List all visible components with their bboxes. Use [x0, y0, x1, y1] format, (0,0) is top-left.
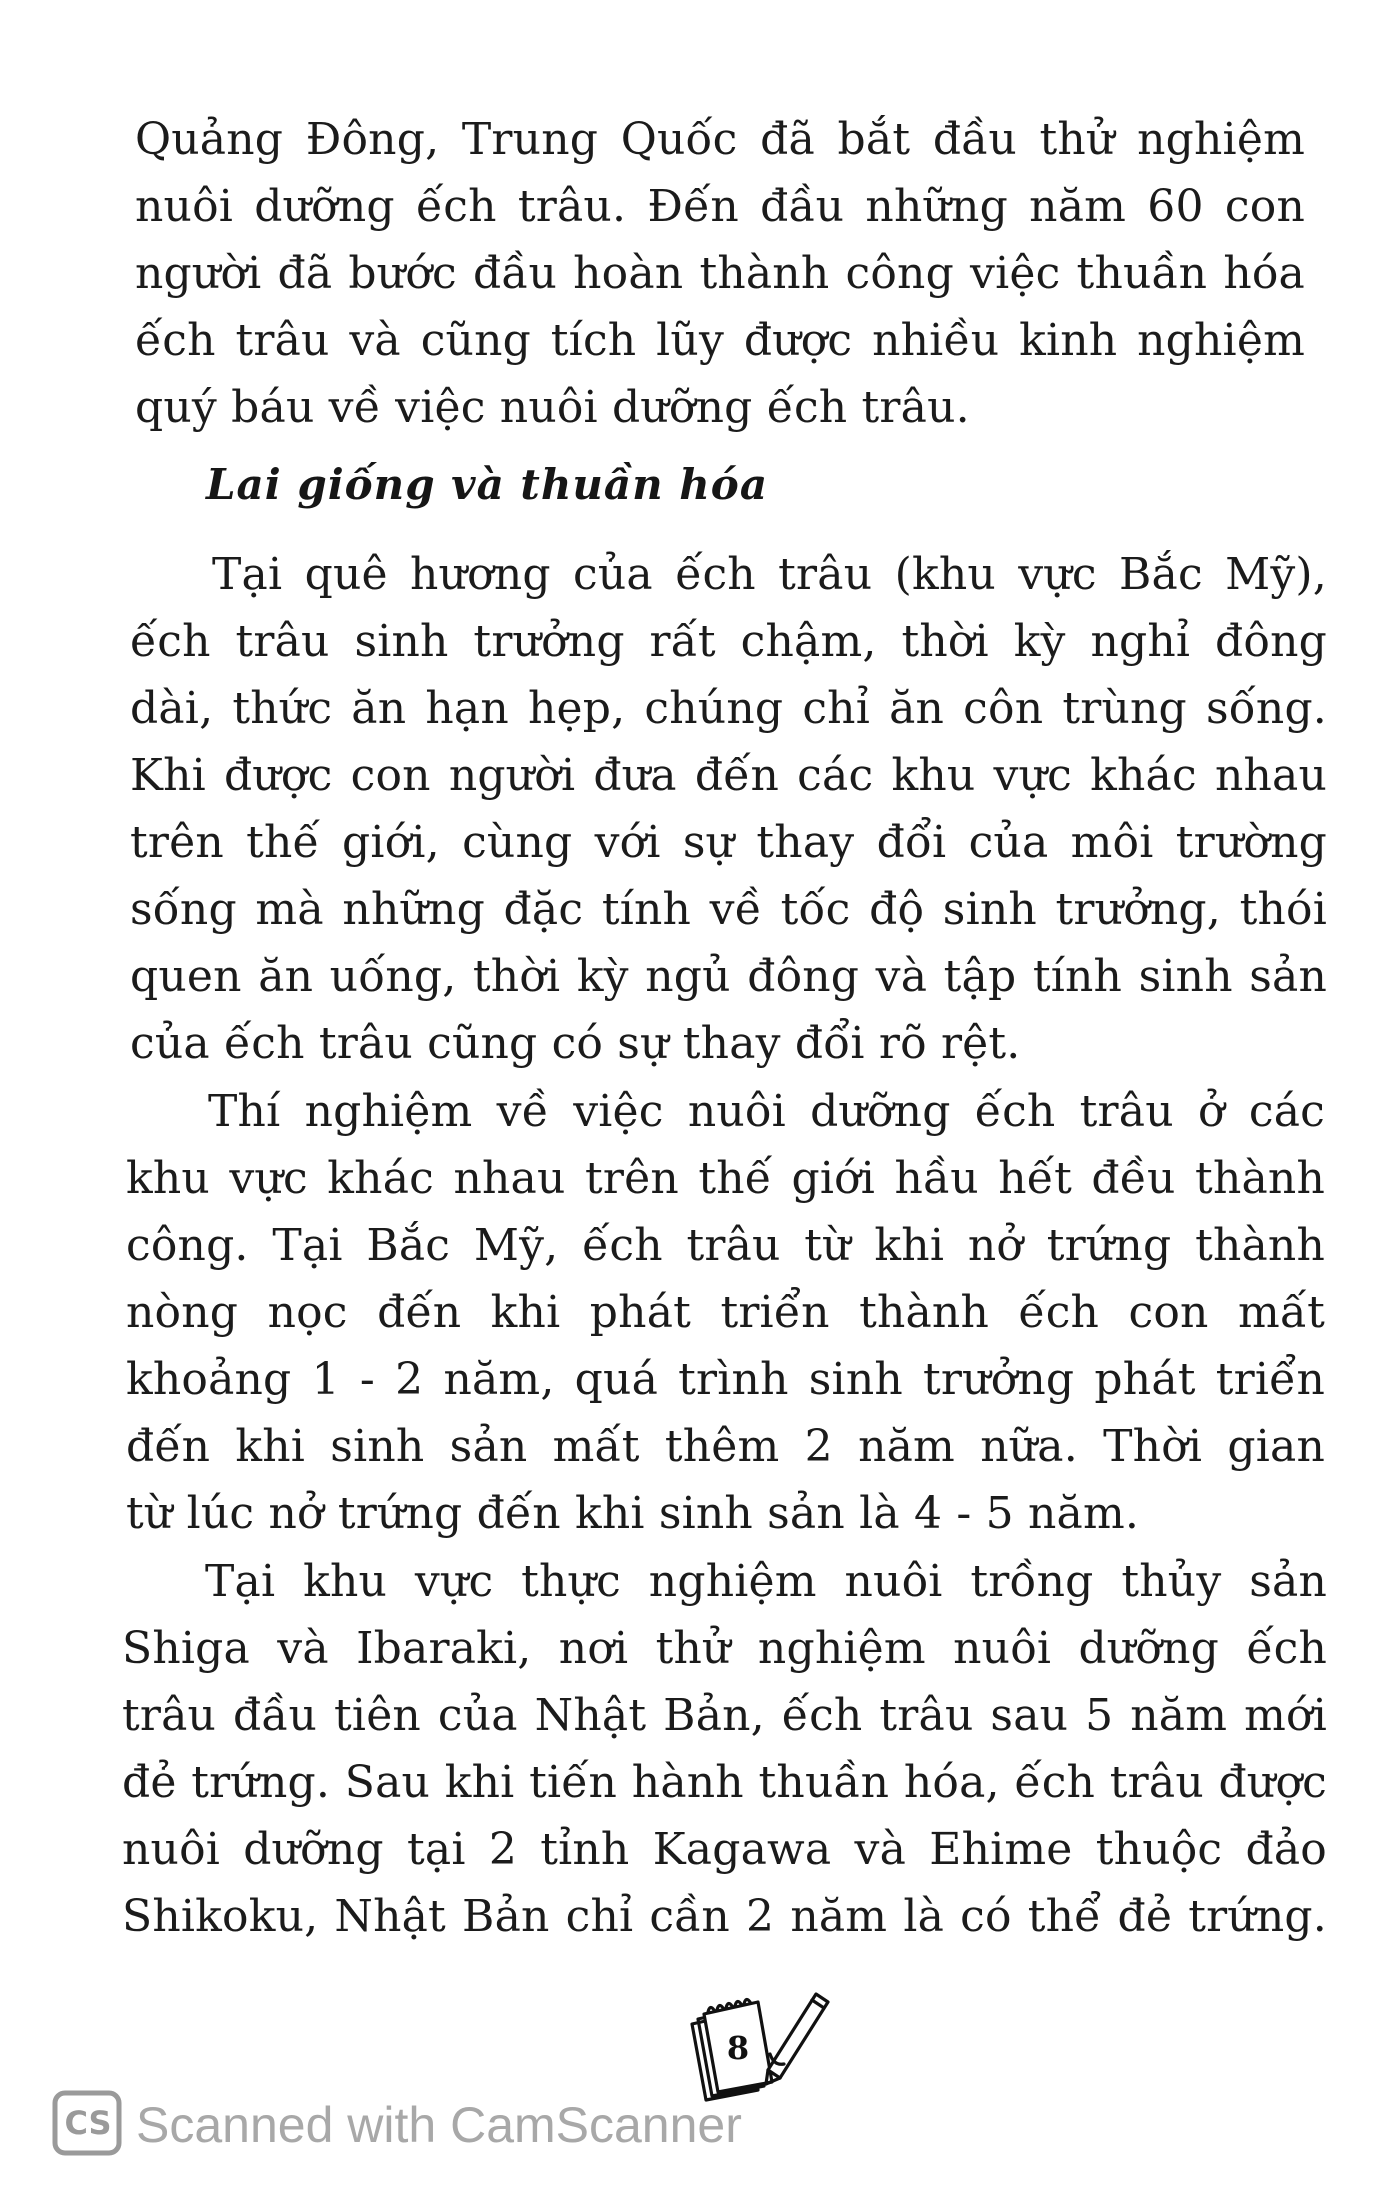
paragraph-1-line-2: nuôi dưỡng ếch trâu. Đến đầu những năm 60 con [135, 181, 1305, 232]
paragraph-3-line-5: khoảng 1 - 2 năm, quá trình sinh trưởng phát triển [126, 1354, 1325, 1405]
paragraph-2-line-3: dài, thức ăn hạn hẹp, chúng chỉ ăn côn trùng sống. [130, 683, 1327, 734]
paragraph-1-line-1: Quảng Đông, Trung Quốc đã bắt đầu thử nghiệm [135, 114, 1305, 165]
paragraph-3-line-1: Thí nghiệm về việc nuôi dưỡng ếch trâu ở các [208, 1086, 1325, 1137]
section-heading: Lai giống và thuần hóa [206, 460, 769, 509]
page-number: 8 [726, 2029, 750, 2067]
paragraph-2-line-5: trên thế giới, cùng với sự thay đổi của môi trường [130, 817, 1327, 868]
camscanner-watermark: Scanned with CamScanner [136, 2097, 742, 2153]
paragraph-4-line-3: trâu đầu tiên của Nhật Bản, ếch trâu sau 5 năm mới [122, 1690, 1327, 1741]
paragraph-2-line-2: ếch trâu sinh trưởng rất chậm, thời kỳ nghỉ đông [130, 616, 1327, 667]
paragraph-4-line-6: Shikoku, Nhật Bản chỉ cần 2 năm là có thể đẻ trứng. [122, 1891, 1327, 1942]
camscanner-badge-text: CS [64, 2104, 112, 2142]
paragraph-2-line-8: của ếch trâu cũng có sự thay đổi rõ rệt. [130, 1018, 1021, 1069]
paragraph-1-line-4: ếch trâu và cũng tích lũy được nhiều kinh nghiệm [135, 315, 1305, 366]
paragraph-4-line-5: nuôi dưỡng tại 2 tỉnh Kagawa và Ehime thuộc đảo [122, 1824, 1327, 1875]
paragraph-3-line-6: đến khi sinh sản mất thêm 2 năm nữa. Thời gian [126, 1421, 1325, 1472]
paragraph-2-line-1: Tại quê hương của ếch trâu (khu vực Bắc Mỹ), [212, 549, 1327, 600]
paragraph-2-line-6: sống mà những đặc tính về tốc độ sinh trưởng, thói [130, 884, 1327, 935]
paragraph-4-line-1: Tại khu vực thực nghiệm nuôi trồng thủy sản [205, 1556, 1327, 1607]
paragraph-3-line-2: khu vực khác nhau trên thế giới hầu hết đều thành [126, 1153, 1325, 1204]
paragraph-4-line-4: đẻ trứng. Sau khi tiến hành thuần hóa, ếch trâu được [122, 1757, 1327, 1808]
paragraph-3-line-7: từ lúc nở trứng đến khi sinh sản là 4 - 5 năm. [126, 1488, 1140, 1539]
paragraph-3-line-3: công. Tại Bắc Mỹ, ếch trâu từ khi nở trứng thành [126, 1220, 1325, 1271]
paragraph-4-line-2: Shiga và Ibaraki, nơi thử nghiệm nuôi dưỡng ếch [122, 1623, 1327, 1674]
paragraph-2-line-4: Khi được con người đưa đến các khu vực khác nhau [130, 750, 1327, 801]
paragraph-1-line-3: người đã bước đầu hoàn thành công việc thuần hóa [135, 248, 1305, 299]
paragraph-1-line-5: quý báu về việc nuôi dưỡng ếch trâu. [135, 382, 970, 433]
paragraph-3-line-4: nòng nọc đến khi phát triển thành ếch con mất [126, 1287, 1325, 1338]
paragraph-2-line-7: quen ăn uống, thời kỳ ngủ đông và tập tính sinh sản [130, 951, 1327, 1002]
